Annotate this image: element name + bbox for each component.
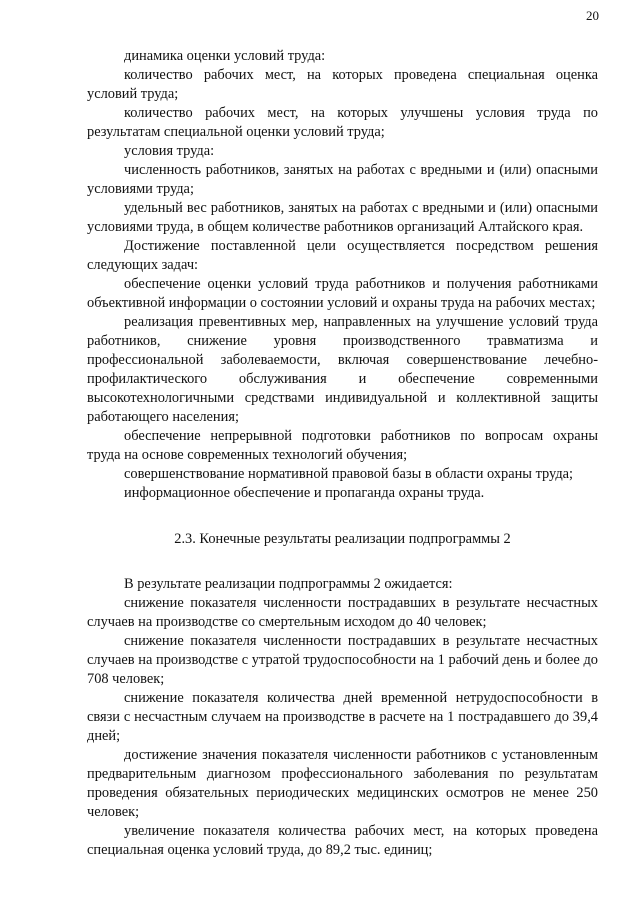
paragraph: совершенствование нормативной правовой базы в области охраны труда; bbox=[124, 466, 574, 482]
paragraph: увеличение показателя количества рабочих мест, на которых проведена специальная оценка условий труда, до 89,2 тыс. единиц; bbox=[87, 823, 598, 858]
paragraph: обеспечение оценки условий труда работников и получения работниками объективной информации о состоянии условий и охраны труда на рабочих местах; bbox=[87, 276, 598, 311]
paragraph: Достижение поставленной цели осуществляется посредством решения следующих задач: bbox=[87, 238, 598, 273]
document-body bbox=[87, 47, 598, 860]
paragraph: информационное обеспечение и пропаганда охраны труда. bbox=[124, 485, 485, 501]
paragraph: удельный вес работников, занятых на работах с вредными и (или) опасными условиями труда, в общем количестве работников организаций Алтайского края. bbox=[87, 200, 598, 235]
paragraph: обеспечение непрерывной подготовки работников по вопросам охраны труда на основе современных технологий обучения; bbox=[87, 428, 598, 463]
paragraph: условия труда: bbox=[124, 143, 215, 159]
page-number: 20 bbox=[586, 8, 599, 23]
paragraph: достижение значения показателя численности работников с установленным предварительным диагнозом профессионального заболевания по результатам проведения обязательных периодических медицинских осмотров не менее 250 человек; bbox=[87, 747, 598, 820]
section-heading: 2.3. Конечные результаты реализации подпрограммы 2 bbox=[174, 531, 511, 547]
paragraph: количество рабочих мест, на которых проведена специальная оценка условий труда; bbox=[87, 67, 598, 102]
paragraph: снижение показателя численности пострадавших в результате несчастных случаев на производстве с утратой трудоспособности на 1 рабочий день и более до 708 человек; bbox=[87, 633, 598, 687]
paragraph: снижение показателя численности пострадавших в результате несчастных случаев на производстве со смертельным исходом до 40 человек; bbox=[87, 595, 598, 630]
paragraph: динамика оценки условий труда: bbox=[124, 48, 326, 64]
paragraph: количество рабочих мест, на которых улучшены условия труда по результатам специальной оценки условий труда; bbox=[87, 105, 598, 140]
paragraph: численность работников, занятых на работах с вредными и (или) опасными условиями труда; bbox=[87, 162, 598, 197]
paragraph: реализация превентивных мер, направленных на улучшение условий труда работников, снижение уровня производственного травматизма и профессиональной заболеваемости, включая совершенствование лечебно-профилактического обслуживания и обеспечение современными высокотехнологичными средствами индивидуальной и коллективной защиты работающего населения; bbox=[87, 314, 598, 425]
paragraph: снижение показателя количества дней временной нетрудоспособности в связи с несчастным случаем на производстве в расчете на 1 пострадавшего до 39,4 дней; bbox=[87, 690, 598, 744]
paragraph: В результате реализации подпрограммы 2 ожидается: bbox=[124, 576, 453, 592]
